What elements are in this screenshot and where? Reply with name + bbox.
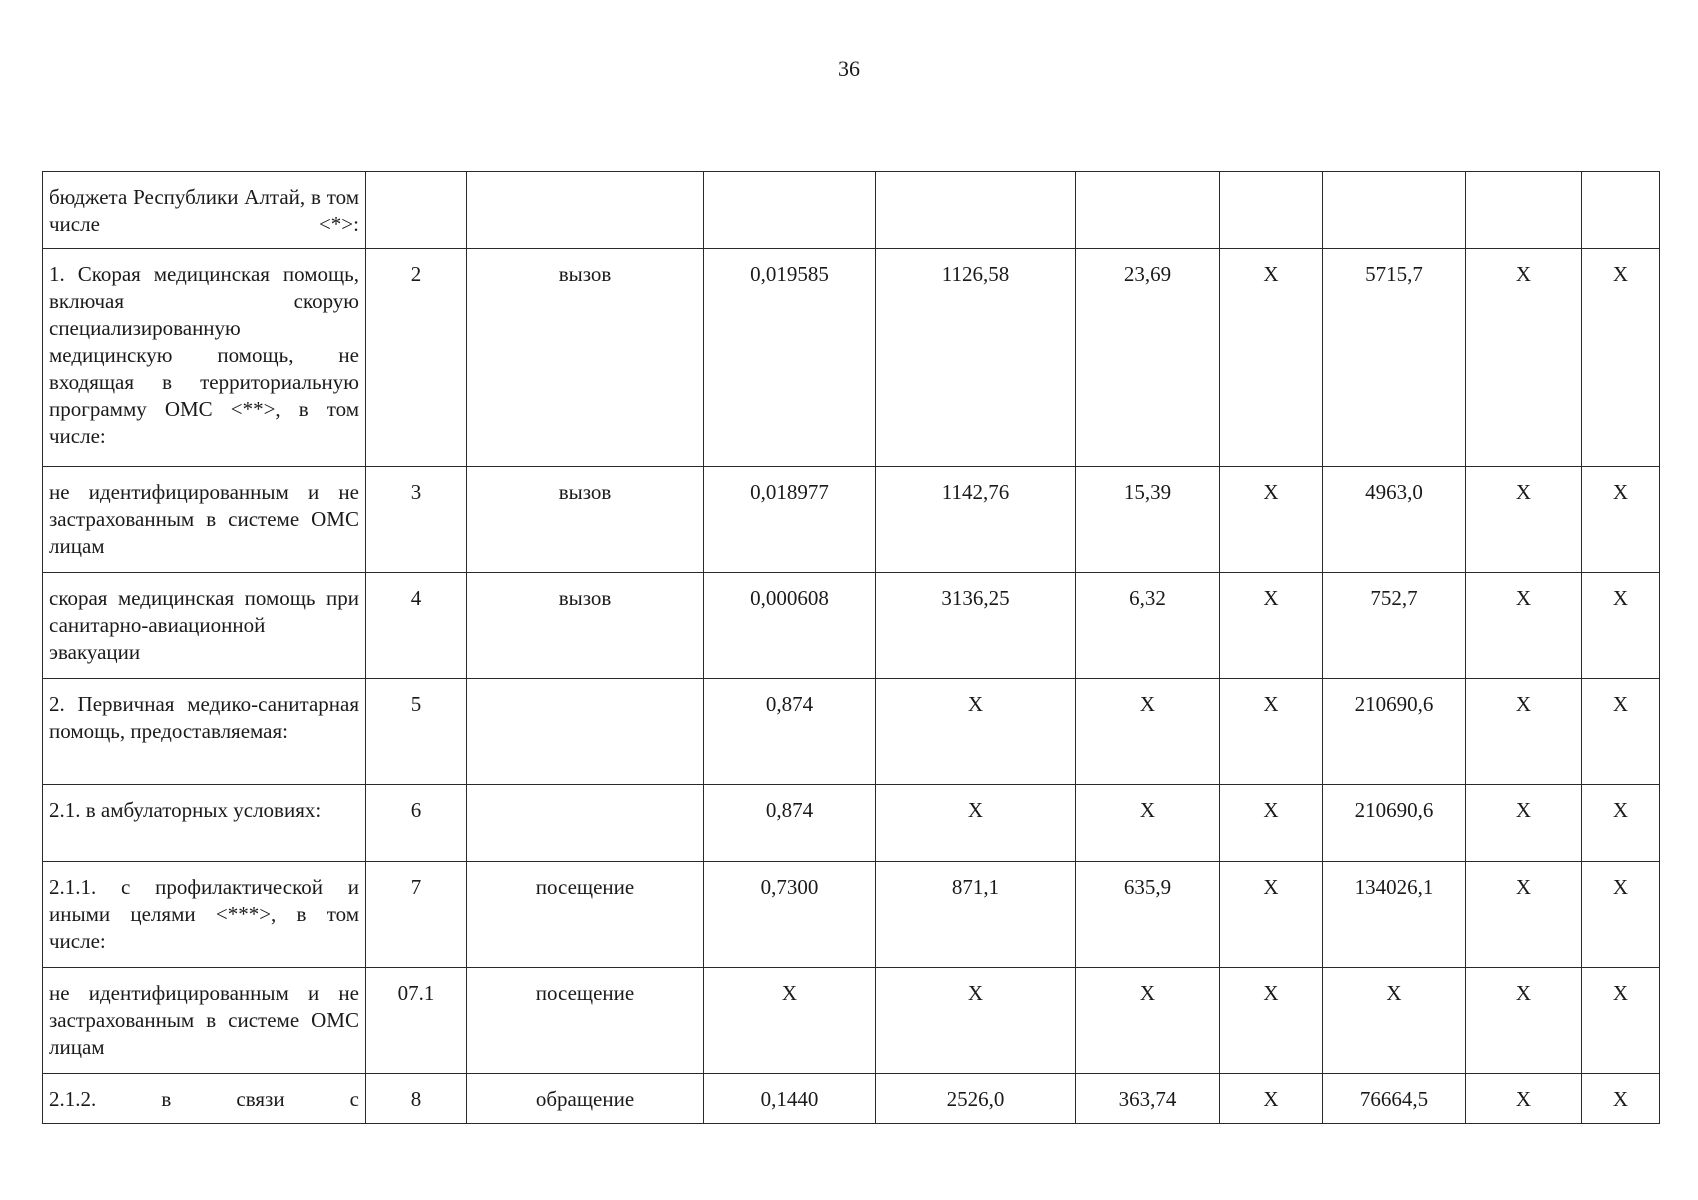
table-row: [43, 467, 1660, 573]
value-cell: X: [1466, 862, 1582, 968]
value-cell: X: [1220, 467, 1323, 573]
value-cell: 1142,76: [876, 467, 1076, 573]
value-cell: 6,32: [1076, 573, 1220, 679]
value-cell: 0,000608: [704, 573, 876, 679]
unit-cell: [467, 172, 704, 249]
table-row: [43, 968, 1660, 1074]
value-cell: 134026,1: [1323, 862, 1466, 968]
financing-table: [42, 171, 1660, 1124]
value-cell: X: [1582, 467, 1660, 573]
value-cell: 635,9: [1076, 862, 1220, 968]
value-cell: 363,74: [1076, 1074, 1220, 1124]
value-cell: X: [1582, 249, 1660, 467]
row-number: 3: [366, 467, 467, 573]
value-cell: 0,7300: [704, 862, 876, 968]
value-cell: 0,874: [704, 785, 876, 862]
value-cell: 210690,6: [1323, 785, 1466, 862]
value-cell: 871,1: [876, 862, 1076, 968]
value-cell: [1323, 172, 1466, 249]
value-cell: X: [1582, 785, 1660, 862]
value-cell: 0,1440: [704, 1074, 876, 1124]
row-description: скорая медицинская помощь при санитарно-авиационной эвакуации: [43, 573, 366, 679]
row-number: 5: [366, 679, 467, 785]
value-cell: [1220, 172, 1323, 249]
row-number: 2: [366, 249, 467, 467]
page-number: 36: [838, 56, 860, 81]
value-cell: 0,018977: [704, 467, 876, 573]
value-cell: 1126,58: [876, 249, 1076, 467]
value-cell: X: [1220, 785, 1323, 862]
value-cell: X: [1220, 679, 1323, 785]
value-cell: X: [1466, 249, 1582, 467]
unit-cell: вызов: [467, 467, 704, 573]
value-cell: X: [1220, 573, 1323, 679]
value-cell: X: [1466, 467, 1582, 573]
value-cell: X: [1220, 968, 1323, 1074]
unit-cell: вызов: [467, 573, 704, 679]
value-cell: X: [1076, 679, 1220, 785]
value-cell: 5715,7: [1323, 249, 1466, 467]
table-row: [43, 573, 1660, 679]
unit-cell: посещение: [467, 862, 704, 968]
row-number: 4: [366, 573, 467, 679]
value-cell: X: [1076, 785, 1220, 862]
value-cell: X: [1466, 785, 1582, 862]
value-cell: [1076, 172, 1220, 249]
value-cell: [1582, 172, 1660, 249]
value-cell: 0,874: [704, 679, 876, 785]
value-cell: 752,7: [1323, 573, 1466, 679]
value-cell: X: [1466, 573, 1582, 679]
value-cell: X: [1466, 968, 1582, 1074]
value-cell: [876, 172, 1076, 249]
value-cell: X: [1582, 862, 1660, 968]
row-number: 7: [366, 862, 467, 968]
row-description: бюджета Республики Алтай, в том числе <*>:: [43, 172, 366, 249]
value-cell: X: [704, 968, 876, 1074]
row-description: 2.1.2. в связи с: [43, 1074, 366, 1124]
value-cell: [704, 172, 876, 249]
row-number: 8: [366, 1074, 467, 1124]
value-cell: X: [1076, 968, 1220, 1074]
value-cell: [1466, 172, 1582, 249]
row-description: не идентифицированным и не застрахованным в системе ОМС лицам: [43, 467, 366, 573]
value-cell: 76664,5: [1323, 1074, 1466, 1124]
row-description: 2.1.1. с профилактической и иными целями <***>, в том числе:: [43, 862, 366, 968]
value-cell: 3136,25: [876, 573, 1076, 679]
value-cell: X: [1582, 968, 1660, 1074]
row-description: 2.1. в амбулаторных условиях:: [43, 785, 366, 862]
value-cell: X: [1582, 1074, 1660, 1124]
value-cell: X: [876, 679, 1076, 785]
unit-cell: обращение: [467, 1074, 704, 1124]
value-cell: X: [1323, 968, 1466, 1074]
value-cell: X: [876, 785, 1076, 862]
value-cell: X: [876, 968, 1076, 1074]
table-row: [43, 862, 1660, 968]
row-description: 1. Скорая медицинская помощь, включая скорую специализированную медицинскую помощь, не входящая в территориальную программу ОМС <**>, в том числе:: [43, 249, 366, 467]
row-description: не идентифицированным и не застрахованным в системе ОМС лицам: [43, 968, 366, 1074]
unit-cell: [467, 679, 704, 785]
value-cell: 210690,6: [1323, 679, 1466, 785]
unit-cell: вызов: [467, 249, 704, 467]
value-cell: X: [1220, 862, 1323, 968]
value-cell: 15,39: [1076, 467, 1220, 573]
value-cell: 23,69: [1076, 249, 1220, 467]
row-number: 07.1: [366, 968, 467, 1074]
value-cell: 4963,0: [1323, 467, 1466, 573]
row-number: 6: [366, 785, 467, 862]
value-cell: X: [1582, 573, 1660, 679]
table-row: [43, 679, 1660, 785]
value-cell: X: [1466, 679, 1582, 785]
row-number: [366, 172, 467, 249]
value-cell: 0,019585: [704, 249, 876, 467]
table-row: [43, 249, 1660, 467]
value-cell: 2526,0: [876, 1074, 1076, 1124]
table-row: [43, 172, 1660, 249]
value-cell: X: [1466, 1074, 1582, 1124]
value-cell: X: [1220, 249, 1323, 467]
unit-cell: [467, 785, 704, 862]
row-description: 2. Первичная медико-санитарная помощь, предоставляемая:: [43, 679, 366, 785]
table-row: [43, 785, 1660, 862]
value-cell: X: [1220, 1074, 1323, 1124]
table-row: [43, 1074, 1660, 1124]
value-cell: X: [1582, 679, 1660, 785]
unit-cell: посещение: [467, 968, 704, 1074]
